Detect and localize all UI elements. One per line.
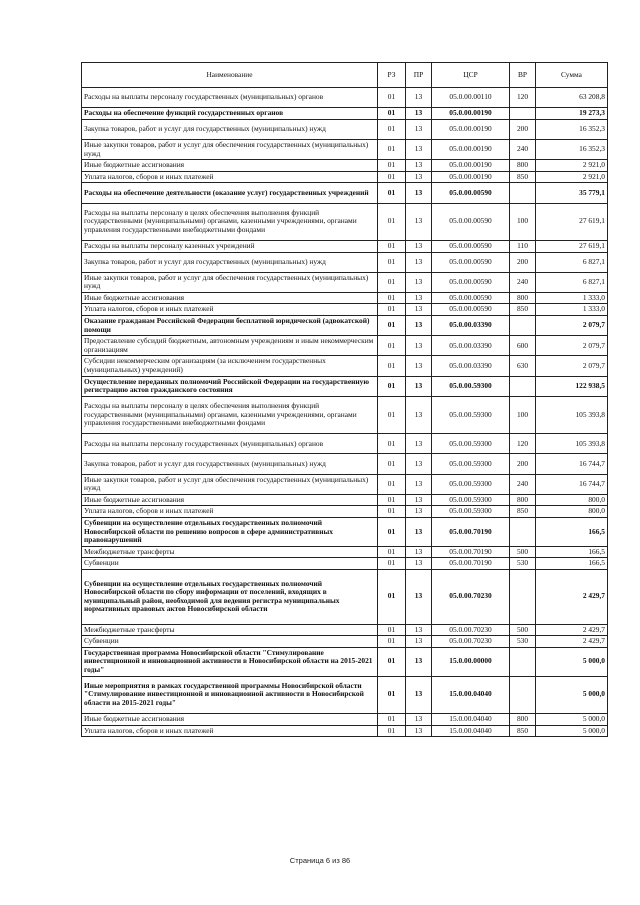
row-sum-cell: 1 333,0 bbox=[536, 304, 608, 316]
row-sum-cell: 2 079,7 bbox=[536, 356, 608, 376]
row-vr-cell: 530 bbox=[510, 636, 536, 648]
row-vr-cell: 600 bbox=[510, 336, 536, 356]
row-name-cell: Иные бюджетные ассигнования bbox=[82, 494, 378, 506]
row-rz-cell: 01 bbox=[378, 676, 406, 713]
row-rz-cell: 01 bbox=[378, 88, 406, 108]
table-row bbox=[82, 139, 608, 159]
table-row bbox=[82, 676, 608, 713]
row-vr-cell: 200 bbox=[510, 119, 536, 139]
row-csr-cell: 05.0.00.03390 bbox=[432, 316, 510, 336]
row-name-cell: Субвенции bbox=[82, 558, 378, 570]
row-rz-cell: 01 bbox=[378, 183, 406, 203]
row-name-cell: Расходы на выплаты персоналу в целях обеспечения выполнения функций государственными (муниципальными) органами, казенными учреждениями, органами управления государственными внебюджетными фондами bbox=[82, 203, 378, 240]
row-sum-cell: 2 079,7 bbox=[536, 316, 608, 336]
row-pr-cell: 13 bbox=[406, 636, 432, 648]
row-csr-cell: 05.0.00.59300 bbox=[432, 474, 510, 494]
table-row bbox=[82, 396, 608, 433]
row-csr-cell: 05.0.00.70230 bbox=[432, 569, 510, 624]
row-vr-cell: 240 bbox=[510, 474, 536, 494]
row-csr-cell: 05.0.00.00190 bbox=[432, 139, 510, 159]
row-pr-cell: 13 bbox=[406, 336, 432, 356]
row-sum-cell: 2 429,7 bbox=[536, 624, 608, 636]
row-vr-cell: 120 bbox=[510, 88, 536, 108]
row-rz-cell: 01 bbox=[378, 316, 406, 336]
row-sum-cell: 16 744,7 bbox=[536, 454, 608, 474]
row-rz-cell: 01 bbox=[378, 558, 406, 570]
row-name-cell: Субвенции bbox=[82, 636, 378, 648]
table-row bbox=[82, 474, 608, 494]
row-csr-cell: 05.0.00.59300 bbox=[432, 454, 510, 474]
row-csr-cell: 05.0.00.59300 bbox=[432, 494, 510, 506]
row-rz-cell: 01 bbox=[378, 569, 406, 624]
row-csr-cell: 05.0.00.70230 bbox=[432, 636, 510, 648]
row-name-cell: Расходы на выплаты персоналу государственных (муниципальных) органов bbox=[82, 88, 378, 108]
row-vr-cell: 850 bbox=[510, 304, 536, 316]
row-pr-cell: 13 bbox=[406, 183, 432, 203]
row-pr-cell: 13 bbox=[406, 171, 432, 183]
row-name-cell: Закупка товаров, работ и услуг для государственных (муниципальных) нужд bbox=[82, 252, 378, 272]
row-sum-cell: 105 393,8 bbox=[536, 434, 608, 454]
table-row bbox=[82, 624, 608, 636]
row-sum-cell: 800,0 bbox=[536, 494, 608, 506]
table-row bbox=[82, 119, 608, 139]
table-row bbox=[82, 88, 608, 108]
row-pr-cell: 13 bbox=[406, 676, 432, 713]
row-rz-cell: 01 bbox=[378, 376, 406, 396]
row-sum-cell: 2 921,0 bbox=[536, 160, 608, 172]
row-name-cell: Государственная программа Новосибирской области "Стимулирование инвестиционной и инновационной активности в Новосибирской области на 2015-2021 годы" bbox=[82, 647, 378, 676]
table-row bbox=[82, 546, 608, 558]
row-vr-cell: 800 bbox=[510, 713, 536, 725]
row-sum-cell: 16 352,3 bbox=[536, 139, 608, 159]
row-csr-cell: 05.0.00.00110 bbox=[432, 88, 510, 108]
row-csr-cell: 05.0.00.59300 bbox=[432, 434, 510, 454]
row-csr-cell: 05.0.00.03390 bbox=[432, 336, 510, 356]
row-name-cell: Закупка товаров, работ и услуг для государственных (муниципальных) нужд bbox=[82, 119, 378, 139]
row-rz-cell: 01 bbox=[378, 139, 406, 159]
row-pr-cell: 13 bbox=[406, 624, 432, 636]
row-csr-cell: 15.0.00.04040 bbox=[432, 676, 510, 713]
row-rz-cell: 01 bbox=[378, 494, 406, 506]
row-csr-cell: 05.0.00.70230 bbox=[432, 624, 510, 636]
row-rz-cell: 01 bbox=[378, 171, 406, 183]
row-vr-cell: 630 bbox=[510, 356, 536, 376]
row-vr-cell: 800 bbox=[510, 292, 536, 304]
row-csr-cell: 05.0.00.00590 bbox=[432, 203, 510, 240]
row-csr-cell: 05.0.00.00190 bbox=[432, 119, 510, 139]
row-vr-cell: 850 bbox=[510, 506, 536, 518]
row-sum-cell: 1 333,0 bbox=[536, 292, 608, 304]
row-pr-cell: 13 bbox=[406, 240, 432, 252]
row-sum-cell: 16 744,7 bbox=[536, 474, 608, 494]
row-csr-cell: 05.0.00.00590 bbox=[432, 252, 510, 272]
row-pr-cell: 13 bbox=[406, 108, 432, 120]
row-sum-cell: 800,0 bbox=[536, 506, 608, 518]
row-vr-cell bbox=[510, 183, 536, 203]
table-row bbox=[82, 569, 608, 624]
table-header-row bbox=[82, 63, 608, 88]
row-sum-cell: 35 779,1 bbox=[536, 183, 608, 203]
row-sum-cell: 5 000,0 bbox=[536, 647, 608, 676]
row-pr-cell: 13 bbox=[406, 304, 432, 316]
table-row bbox=[82, 272, 608, 292]
row-rz-cell: 01 bbox=[378, 517, 406, 546]
column-header-vr: ВР bbox=[510, 63, 536, 88]
row-sum-cell: 5 000,0 bbox=[536, 713, 608, 725]
row-vr-cell: 240 bbox=[510, 139, 536, 159]
row-name-cell: Межбюджетные трансферты bbox=[82, 546, 378, 558]
row-sum-cell: 166,5 bbox=[536, 517, 608, 546]
row-vr-cell bbox=[510, 316, 536, 336]
table-row bbox=[82, 454, 608, 474]
row-vr-cell: 800 bbox=[510, 160, 536, 172]
row-sum-cell: 122 938,5 bbox=[536, 376, 608, 396]
row-csr-cell: 05.0.00.03390 bbox=[432, 356, 510, 376]
row-csr-cell: 05.0.00.70190 bbox=[432, 558, 510, 570]
row-rz-cell: 01 bbox=[378, 624, 406, 636]
row-rz-cell: 01 bbox=[378, 474, 406, 494]
row-pr-cell: 13 bbox=[406, 494, 432, 506]
row-rz-cell: 01 bbox=[378, 636, 406, 648]
column-header-sum: Сумма bbox=[536, 63, 608, 88]
row-name-cell: Уплата налогов, сборов и иных платежей bbox=[82, 725, 378, 737]
row-rz-cell: 01 bbox=[378, 252, 406, 272]
table-row bbox=[82, 336, 608, 356]
table-row bbox=[82, 304, 608, 316]
table-row bbox=[82, 494, 608, 506]
row-pr-cell: 13 bbox=[406, 647, 432, 676]
table-row bbox=[82, 647, 608, 676]
row-csr-cell: 05.0.00.70190 bbox=[432, 546, 510, 558]
row-pr-cell: 13 bbox=[406, 396, 432, 433]
row-pr-cell: 13 bbox=[406, 569, 432, 624]
row-sum-cell: 5 000,0 bbox=[536, 725, 608, 737]
row-pr-cell: 13 bbox=[406, 316, 432, 336]
table-row bbox=[82, 376, 608, 396]
row-name-cell: Уплата налогов, сборов и иных платежей bbox=[82, 506, 378, 518]
row-csr-cell: 05.0.00.00190 bbox=[432, 160, 510, 172]
row-name-cell: Иные бюджетные ассигнования bbox=[82, 160, 378, 172]
row-vr-cell bbox=[510, 517, 536, 546]
row-sum-cell: 5 000,0 bbox=[536, 676, 608, 713]
table-row bbox=[82, 517, 608, 546]
row-sum-cell: 166,5 bbox=[536, 558, 608, 570]
row-vr-cell: 100 bbox=[510, 396, 536, 433]
row-vr-cell: 500 bbox=[510, 624, 536, 636]
row-vr-cell: 850 bbox=[510, 171, 536, 183]
row-rz-cell: 01 bbox=[378, 292, 406, 304]
row-csr-cell: 05.0.00.00190 bbox=[432, 171, 510, 183]
row-pr-cell: 13 bbox=[406, 160, 432, 172]
row-pr-cell: 13 bbox=[406, 474, 432, 494]
row-name-cell: Расходы на выплаты персоналу государственных (муниципальных) органов bbox=[82, 434, 378, 454]
row-pr-cell: 13 bbox=[406, 713, 432, 725]
row-pr-cell: 13 bbox=[406, 517, 432, 546]
row-csr-cell: 05.0.00.00590 bbox=[432, 183, 510, 203]
row-sum-cell: 2 921,0 bbox=[536, 171, 608, 183]
table-row bbox=[82, 636, 608, 648]
row-pr-cell: 13 bbox=[406, 356, 432, 376]
row-name-cell: Иные закупки товаров, работ и услуг для обеспечения государственных (муниципальных) нужд bbox=[82, 139, 378, 159]
row-rz-cell: 01 bbox=[378, 396, 406, 433]
row-csr-cell: 05.0.00.59300 bbox=[432, 376, 510, 396]
row-csr-cell: 05.0.00.70190 bbox=[432, 517, 510, 546]
row-vr-cell bbox=[510, 676, 536, 713]
table-row bbox=[82, 713, 608, 725]
row-pr-cell: 13 bbox=[406, 119, 432, 139]
table-row bbox=[82, 203, 608, 240]
row-vr-cell: 110 bbox=[510, 240, 536, 252]
row-rz-cell: 01 bbox=[378, 336, 406, 356]
row-vr-cell bbox=[510, 647, 536, 676]
row-csr-cell: 05.0.00.59300 bbox=[432, 506, 510, 518]
row-vr-cell: 500 bbox=[510, 546, 536, 558]
table-row bbox=[82, 108, 608, 120]
row-rz-cell: 01 bbox=[378, 725, 406, 737]
row-pr-cell: 13 bbox=[406, 725, 432, 737]
row-pr-cell: 13 bbox=[406, 454, 432, 474]
row-rz-cell: 01 bbox=[378, 160, 406, 172]
row-name-cell: Субсидии некоммерческим организациям (за исключением государственных (муниципальных) учреждений) bbox=[82, 356, 378, 376]
row-sum-cell: 2 429,7 bbox=[536, 636, 608, 648]
row-name-cell: Уплата налогов, сборов и иных платежей bbox=[82, 171, 378, 183]
row-vr-cell: 120 bbox=[510, 434, 536, 454]
row-sum-cell: 27 619,1 bbox=[536, 203, 608, 240]
table-row bbox=[82, 252, 608, 272]
table-body bbox=[82, 88, 608, 737]
row-sum-cell: 6 827,1 bbox=[536, 252, 608, 272]
row-sum-cell: 19 273,3 bbox=[536, 108, 608, 120]
row-vr-cell: 850 bbox=[510, 725, 536, 737]
column-header-pr: ПР bbox=[406, 63, 432, 88]
row-vr-cell bbox=[510, 569, 536, 624]
row-name-cell: Иные мероприятия в рамках государственной программы Новосибирской области "Стимулирование инвестиционной и инновационной активности в Новосибирской области на 2015-2021 годы" bbox=[82, 676, 378, 713]
table-row bbox=[82, 506, 608, 518]
row-rz-cell: 01 bbox=[378, 304, 406, 316]
row-csr-cell: 05.0.00.00190 bbox=[432, 108, 510, 120]
row-rz-cell: 01 bbox=[378, 647, 406, 676]
row-name-cell: Уплата налогов, сборов и иных платежей bbox=[82, 304, 378, 316]
row-name-cell: Закупка товаров, работ и услуг для государственных (муниципальных) нужд bbox=[82, 454, 378, 474]
row-rz-cell: 01 bbox=[378, 713, 406, 725]
row-sum-cell: 16 352,3 bbox=[536, 119, 608, 139]
row-rz-cell: 01 bbox=[378, 119, 406, 139]
row-vr-cell: 240 bbox=[510, 272, 536, 292]
row-csr-cell: 15.0.00.00000 bbox=[432, 647, 510, 676]
row-pr-cell: 13 bbox=[406, 88, 432, 108]
row-pr-cell: 13 bbox=[406, 434, 432, 454]
page-number: Страница 6 из 86 bbox=[289, 856, 351, 865]
row-name-cell: Субвенции на осуществление отдельных государственных полномочий Новосибирской области по решению вопросов в сфере административных правонарушений bbox=[82, 517, 378, 546]
row-vr-cell bbox=[510, 108, 536, 120]
row-vr-cell: 800 bbox=[510, 494, 536, 506]
row-name-cell: Оказание гражданам Российской Федерации бесплатной юридической (адвокатской) помощи bbox=[82, 316, 378, 336]
column-header-csr: ЦСР bbox=[432, 63, 510, 88]
table-row bbox=[82, 240, 608, 252]
row-pr-cell: 13 bbox=[406, 558, 432, 570]
row-csr-cell: 05.0.00.00590 bbox=[432, 292, 510, 304]
row-csr-cell: 05.0.00.00590 bbox=[432, 304, 510, 316]
row-sum-cell: 27 619,1 bbox=[536, 240, 608, 252]
row-rz-cell: 01 bbox=[378, 546, 406, 558]
row-pr-cell: 13 bbox=[406, 292, 432, 304]
row-pr-cell: 13 bbox=[406, 272, 432, 292]
table-row bbox=[82, 434, 608, 454]
row-pr-cell: 13 bbox=[406, 376, 432, 396]
table-row bbox=[82, 356, 608, 376]
row-sum-cell: 2 079,7 bbox=[536, 336, 608, 356]
row-sum-cell: 63 208,8 bbox=[536, 88, 608, 108]
table-row bbox=[82, 725, 608, 737]
row-rz-cell: 01 bbox=[378, 108, 406, 120]
row-name-cell: Расходы на выплаты персоналу казенных учреждений bbox=[82, 240, 378, 252]
table-row bbox=[82, 316, 608, 336]
row-rz-cell: 01 bbox=[378, 203, 406, 240]
row-name-cell: Иные закупки товаров, работ и услуг для обеспечения государственных (муниципальных) нужд bbox=[82, 272, 378, 292]
row-name-cell: Предоставление субсидий бюджетным, автономным учреждениям и иным некоммерческим организациям bbox=[82, 336, 378, 356]
row-name-cell: Расходы на обеспечение функций государственных органов bbox=[82, 108, 378, 120]
row-pr-cell: 13 bbox=[406, 203, 432, 240]
row-sum-cell: 105 393,8 bbox=[536, 396, 608, 433]
row-sum-cell: 2 429,7 bbox=[536, 569, 608, 624]
row-csr-cell: 05.0.00.00590 bbox=[432, 240, 510, 252]
table-row bbox=[82, 292, 608, 304]
row-rz-cell: 01 bbox=[378, 434, 406, 454]
row-pr-cell: 13 bbox=[406, 252, 432, 272]
row-rz-cell: 01 bbox=[378, 240, 406, 252]
row-rz-cell: 01 bbox=[378, 356, 406, 376]
row-sum-cell: 6 827,1 bbox=[536, 272, 608, 292]
row-name-cell: Иные бюджетные ассигнования bbox=[82, 713, 378, 725]
row-sum-cell: 166,5 bbox=[536, 546, 608, 558]
table-row bbox=[82, 183, 608, 203]
budget-table bbox=[81, 62, 608, 737]
row-pr-cell: 13 bbox=[406, 546, 432, 558]
row-rz-cell: 01 bbox=[378, 272, 406, 292]
row-name-cell: Иные закупки товаров, работ и услуг для обеспечения государственных (муниципальных) нужд bbox=[82, 474, 378, 494]
row-name-cell: Осуществление переданных полномочий Российской Федерации на государственную регистрацию актов гражданского состояния bbox=[82, 376, 378, 396]
row-csr-cell: 15.0.00.04040 bbox=[432, 725, 510, 737]
table-row bbox=[82, 171, 608, 183]
row-name-cell: Расходы на выплаты персоналу в целях обеспечения выполнения функций государственными (муниципальными) органами, казенными учреждениями, органами управления государственными внебюджетными фондами bbox=[82, 396, 378, 433]
table-row bbox=[82, 558, 608, 570]
row-csr-cell: 05.0.00.59300 bbox=[432, 396, 510, 433]
row-pr-cell: 13 bbox=[406, 506, 432, 518]
row-rz-cell: 01 bbox=[378, 454, 406, 474]
row-vr-cell: 200 bbox=[510, 252, 536, 272]
row-name-cell: Расходы на обеспечение деятельности (оказание услуг) государственных учреждений bbox=[82, 183, 378, 203]
row-rz-cell: 01 bbox=[378, 506, 406, 518]
row-pr-cell: 13 bbox=[406, 139, 432, 159]
column-header-rz: РЗ bbox=[378, 63, 406, 88]
row-csr-cell: 15.0.00.04040 bbox=[432, 713, 510, 725]
row-vr-cell: 100 bbox=[510, 203, 536, 240]
row-vr-cell: 530 bbox=[510, 558, 536, 570]
table-row bbox=[82, 160, 608, 172]
row-vr-cell bbox=[510, 376, 536, 396]
row-name-cell: Иные бюджетные ассигнования bbox=[82, 292, 378, 304]
row-name-cell: Межбюджетные трансферты bbox=[82, 624, 378, 636]
row-csr-cell: 05.0.00.00590 bbox=[432, 272, 510, 292]
row-name-cell: Субвенции на осуществление отдельных государственных полномочий Новосибирской области по сбору информации от поселений, входящих в муниципальный район, необходимой для ведения регистра муниципальных нормативных правовых актов Новосибирской области bbox=[82, 569, 378, 624]
column-header-name: Наименование bbox=[82, 63, 378, 88]
row-vr-cell: 200 bbox=[510, 454, 536, 474]
